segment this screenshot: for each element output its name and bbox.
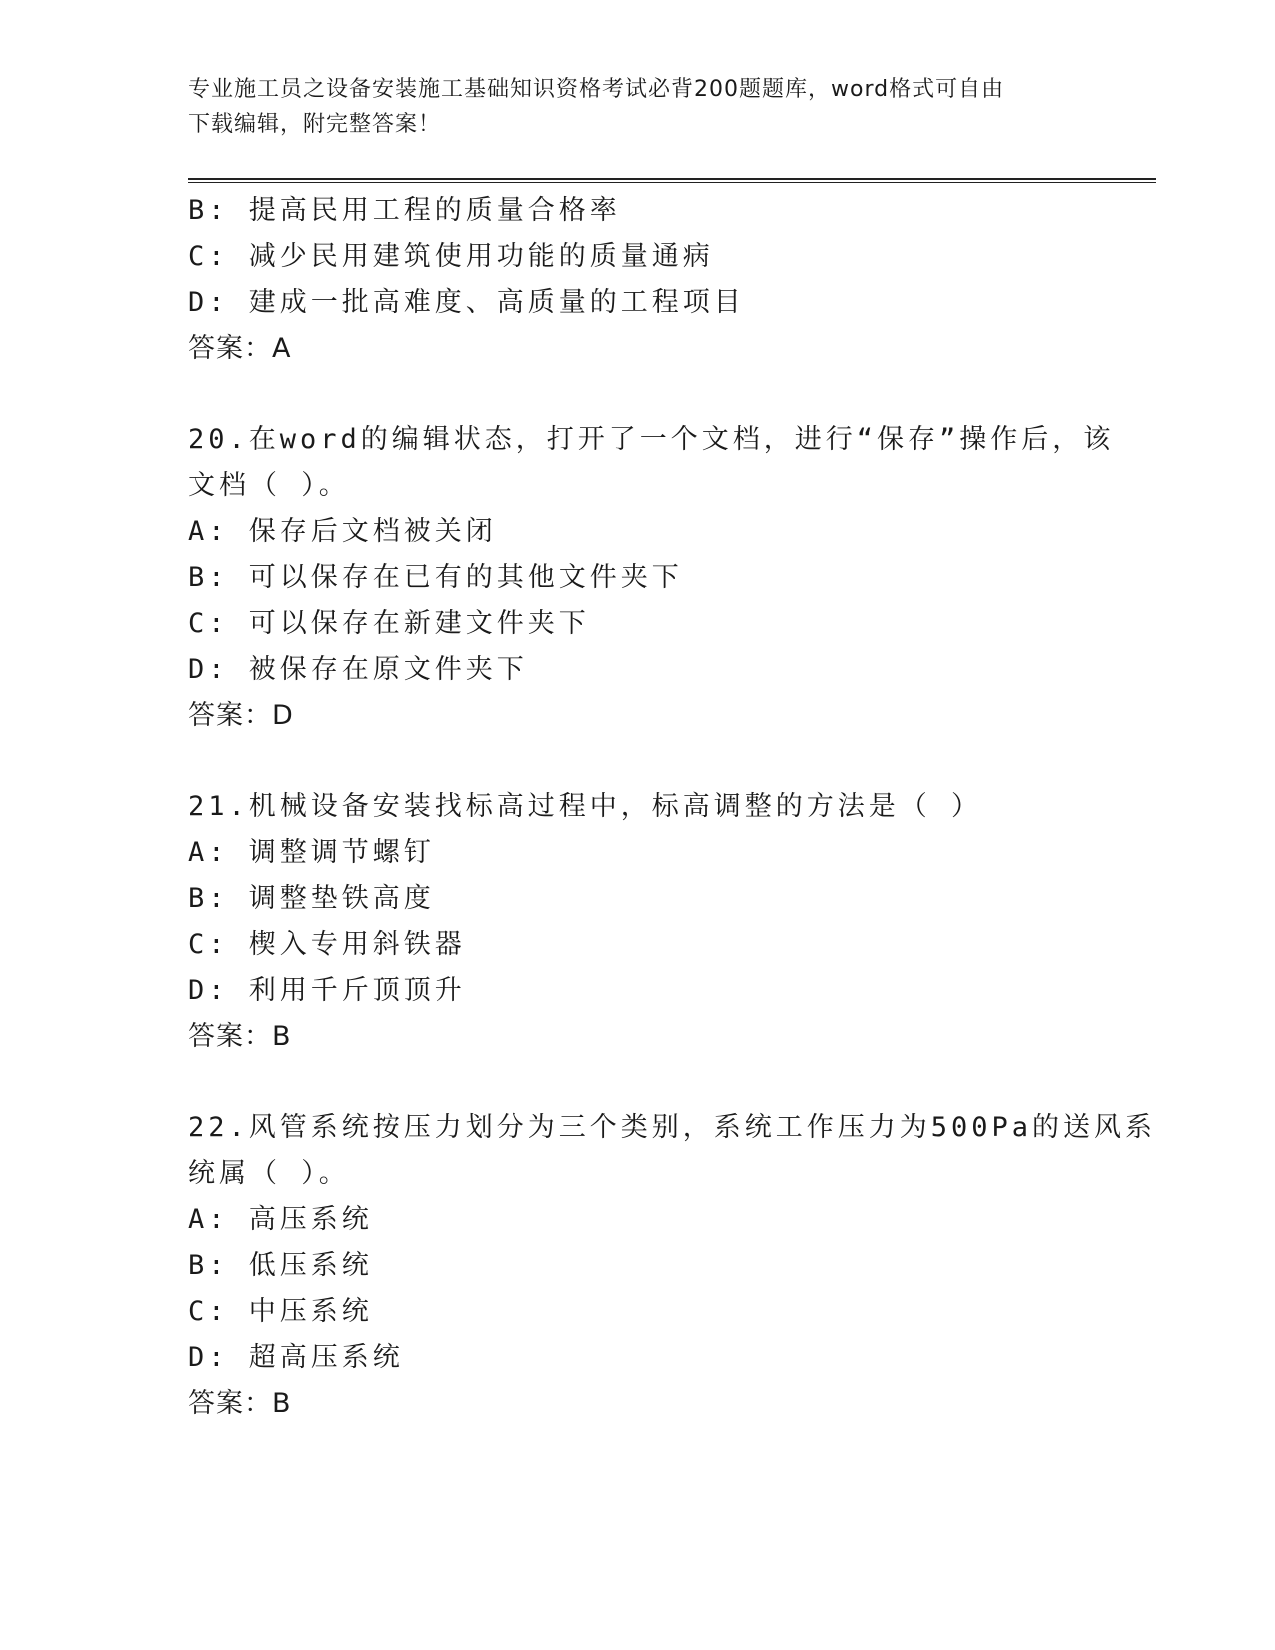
question-stem-line-1: 21.机械设备安装找标高过程中，标高调整的方法是（ ）	[188, 791, 983, 822]
question-list	[188, 188, 1157, 1427]
spacer	[188, 1060, 1088, 1105]
option-c: C: 楔入专用斜铁器	[188, 929, 466, 960]
option-d: D: 建成一批高难度、高质量的工程项目	[188, 287, 745, 318]
header-title-line-1: 专业施工员之设备安装施工基础知识资格考试必背200题题库，word格式可自由	[188, 77, 1005, 102]
header-title-line-2: 下载编辑，附完整答案！	[188, 112, 442, 137]
question-stem-line-2: 文档（ ）。	[188, 470, 350, 501]
answer-line: 答案：D	[188, 700, 294, 731]
option-d: D: 利用千斤顶顶升	[188, 975, 466, 1006]
option-b: B: 调整垫铁高度	[188, 883, 435, 914]
spacer	[188, 739, 1088, 784]
answer-line: 答案：B	[188, 1021, 292, 1052]
option-b: B: 可以保存在已有的其他文件夹下	[188, 562, 683, 593]
option-c: C: 可以保存在新建文件夹下	[188, 608, 590, 639]
document-header	[188, 72, 1068, 142]
question-stem-line-2: 统属（ ）。	[188, 1158, 350, 1189]
answer-line: 答案：B	[188, 1388, 292, 1419]
question-22	[188, 1105, 1157, 1427]
option-b: B: 低压系统	[188, 1250, 373, 1281]
question-21	[188, 784, 1088, 1060]
option-d: D: 超高压系统	[188, 1342, 404, 1373]
option-a: A: 高压系统	[188, 1204, 373, 1235]
question-stem-line-1: 22.风管系统按压力划分为三个类别，系统工作压力为500Pa的送风系	[188, 1112, 1157, 1143]
option-c: C: 中压系统	[188, 1296, 373, 1327]
option-b: B: 提高民用工程的质量合格率	[188, 195, 621, 226]
question-20	[188, 417, 1115, 739]
option-d: D: 被保存在原文件夹下	[188, 654, 528, 685]
answer-line: 答案：A	[188, 333, 292, 364]
question-stem-line-1: 20.在word的编辑状态，打开了一个文档，进行“保存”操作后，该	[188, 424, 1115, 455]
spacer	[188, 372, 1088, 417]
option-a: A: 调整调节螺钉	[188, 837, 435, 868]
header-divider	[188, 178, 1156, 183]
option-a: A: 保存后文档被关闭	[188, 516, 497, 547]
question-19-continued	[188, 188, 1088, 372]
option-c: C: 减少民用建筑使用功能的质量通病	[188, 241, 714, 272]
